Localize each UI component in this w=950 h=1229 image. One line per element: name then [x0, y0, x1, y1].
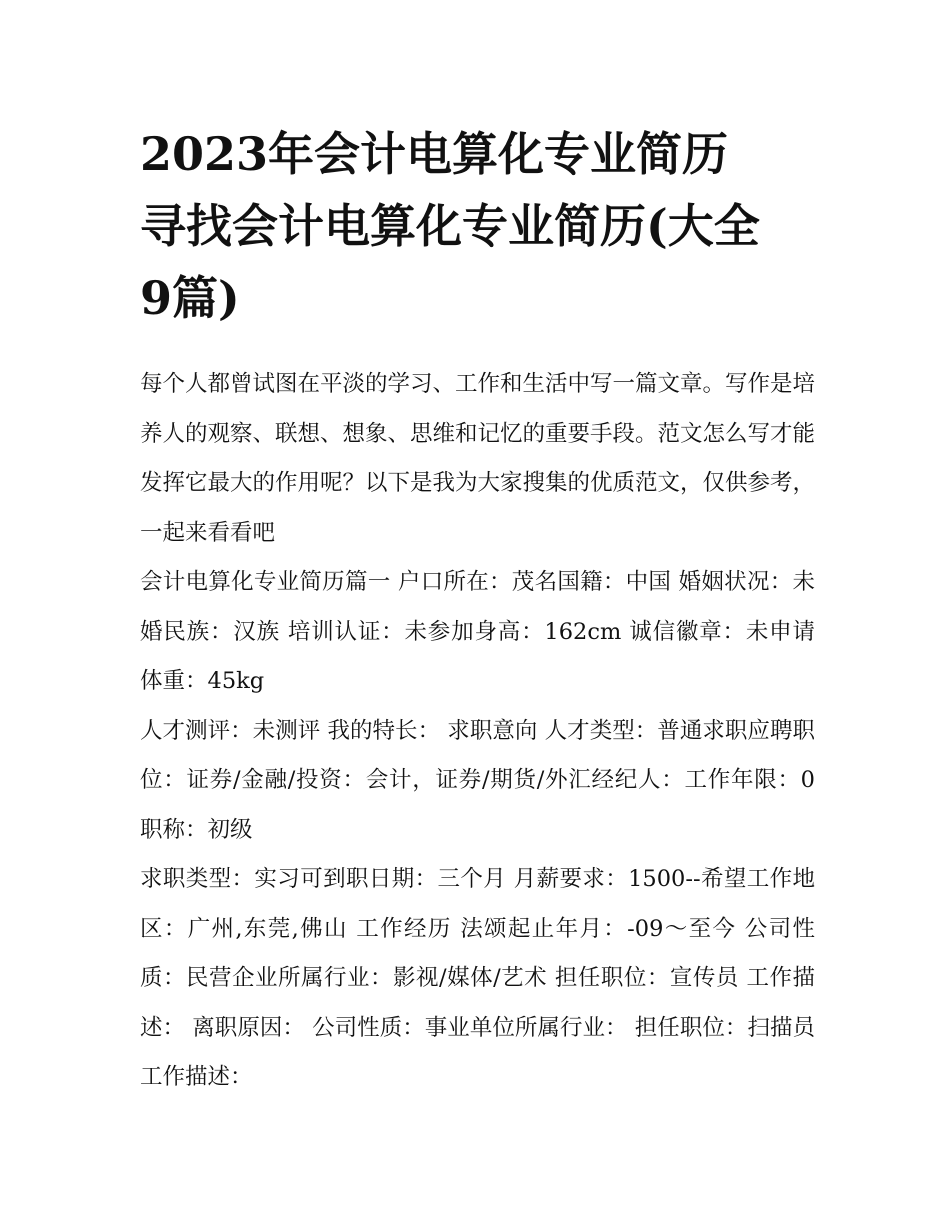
document-page — [140, 118, 815, 1103]
title-line-1: 2023年会计电算化专业简历 — [140, 127, 729, 181]
paragraph-intro: 每个人都曾试图在平淡的学习、工作和生活中写一篇文章。写作是培养人的观察、联想、想象、思维和记忆的重要手段。范文怎么写才能发挥它最大的作用呢？以下是我为大家搜集的优质范文，仅供参考，一起来看看吧 — [140, 371, 816, 546]
document-body — [140, 360, 815, 1103]
paragraph-work-experience: 求职类型：实习可到职日期：三个月 月薪要求：1500--希望工作地区：广州,东莞,佛山 工作经历 法颂起止年月：-09～至今 公司性质：民营企业所属行业：影视/媒体/艺术 担任职位：宣传员 工作描述： 离职原因： 公司性质：事业单位所属行业： 担任职位：扫描员 工作描述： — [140, 866, 815, 1090]
title-line-2: 寻找会计电算化专业简历(大全 — [140, 199, 760, 253]
document-title — [140, 118, 815, 334]
paragraph-job-intention: 人才测评：未测评 我的特长： 求职意向 人才类型：普通求职应聘职位：证券/金融/投资：会计，证券/期货/外汇经纪人：工作年限：0 职称：初级 — [140, 717, 815, 843]
title-line-3: 9篇) — [140, 271, 240, 325]
paragraph-personal-info: 会计电算化专业简历篇一 户口所在：茂名国籍：中国 婚姻状况：未婚民族：汉族 培训认证：未参加身高：162cm 诚信徽章：未申请体重：45kg — [140, 569, 815, 694]
